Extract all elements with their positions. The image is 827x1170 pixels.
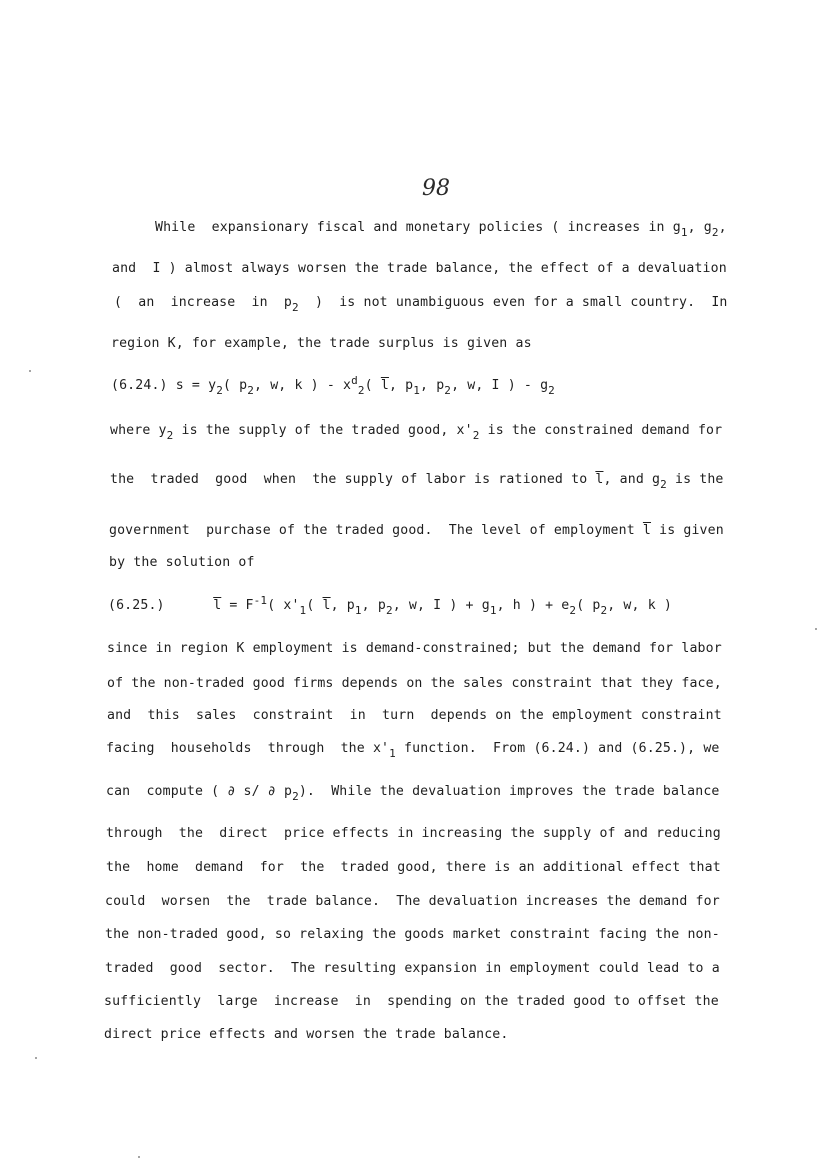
text-line: facing households through the $x'_1$ function. From (6.24.) and (6.25.), we bbox=[106, 741, 720, 760]
equation-6-25: (6.25.) $\overline{l} = F^{-1}$( $x'_1$( $\overline{l}$, $p_1$, $p_2$, w, I ) + $g_1$, h ) + $e_2$( $p_2$, w, k ) bbox=[108, 594, 672, 617]
text-line: government purchase of the traded good. The level of employment $\overline{l}$ is given bbox=[109, 523, 724, 538]
equation-label: (6.25.) bbox=[108, 598, 165, 613]
scan-speck bbox=[138, 1156, 140, 1158]
text-line: and I ) almost always worsen the trade balance, the effect of a devaluation bbox=[112, 261, 727, 276]
text-line: traded good sector. The resulting expansion in employment could lead to a bbox=[105, 961, 720, 976]
text-line: and this sales constraint in turn depends on the employment constraint bbox=[107, 708, 722, 723]
page-number: 98 bbox=[422, 176, 450, 201]
text-line: the non-traded good, so relaxing the goods market constraint facing the non- bbox=[105, 927, 720, 942]
text-line: can compute ( ∂ s/ ∂ $p_2$). While the devaluation improves the trade balance bbox=[106, 784, 720, 803]
equation-label: (6.24.) bbox=[111, 378, 168, 393]
text-line: by the solution of bbox=[109, 555, 255, 570]
text-line: the home demand for the traded good, there is an additional effect that bbox=[106, 860, 721, 875]
scan-speck bbox=[29, 370, 31, 372]
scan-speck bbox=[815, 628, 817, 630]
text-line: direct price effects and worsen the trade balance. bbox=[104, 1027, 509, 1042]
text-line: of the non-traded good firms depends on the sales constraint that they face, bbox=[107, 676, 722, 691]
text-line: since in region K employment is demand-constrained; but the demand for labor bbox=[107, 641, 722, 656]
scan-speck bbox=[35, 1057, 37, 1059]
text-line: region K, for example, the trade surplus is given as bbox=[111, 336, 532, 351]
text-line: While expansionary fiscal and monetary policies ( increases in $g_1$, $g_2$, bbox=[155, 220, 727, 239]
equation-6-24: (6.24.) $s = y_2$( $p_2$, w, k ) - $x^d_2$( $\overline{l}$, $p_1$, $p_2$, w, I ) - $g_2$ bbox=[111, 374, 555, 397]
text-line: the traded good when the supply of labor is rationed to $\overline{l}$, and $g_2$ is the bbox=[110, 472, 724, 491]
text-line: ( an increase in $p_2$ ) is not unambiguous even for a small country. In bbox=[114, 295, 728, 314]
text-line: through the direct price effects in increasing the supply of and reducing bbox=[106, 826, 721, 841]
text-line: where $y_2$ is the supply of the traded good, $x'_2$ is the constrained demand for bbox=[110, 423, 723, 442]
text-line: could worsen the trade balance. The devaluation increases the demand for bbox=[105, 894, 720, 909]
text-line: sufficiently large increase in spending on the traded good to offset the bbox=[104, 994, 719, 1009]
